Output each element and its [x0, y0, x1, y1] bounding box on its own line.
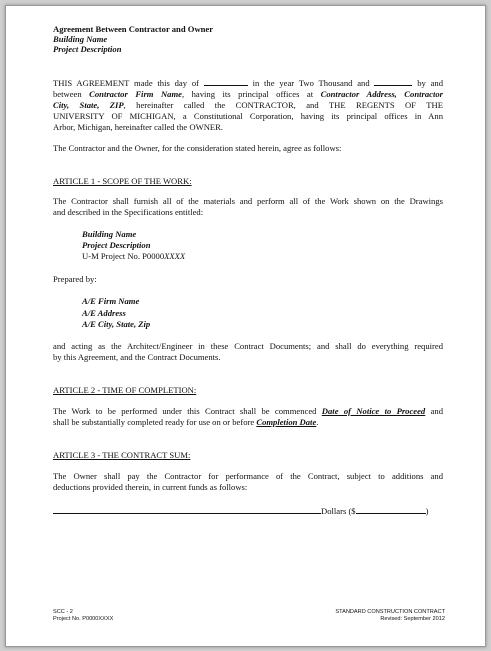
dollars-close-paren: )	[425, 506, 429, 516]
contract-sum-words-blank	[53, 504, 321, 514]
intro-line-3	[53, 100, 443, 111]
completion-date: Completion Date	[256, 417, 317, 427]
article-1-closing-line-2: by this Agreement, and the Contract Documents.	[53, 352, 221, 362]
article-2-text: shall be substantially completed ready for use on or before	[53, 417, 255, 427]
document-page	[5, 5, 486, 647]
footer-contract-title: STANDARD CONSTRUCTION CONTRACT	[335, 609, 445, 615]
article-1-closing-paragraph	[53, 341, 443, 363]
article-2-paragraph	[53, 406, 443, 428]
article-3-line-1: The Owner shall pay the Contractor for performance of the Contract, subject to additions and	[53, 471, 443, 481]
footer-project-number: Project No. P0000XXXX	[53, 616, 114, 622]
article-3-heading: ARTICLE 3 - THE CONTRACT SUM:	[53, 450, 191, 460]
year-blank	[374, 76, 412, 86]
intro-line-1	[53, 76, 443, 89]
project-number-placeholder: XXXX	[164, 251, 186, 261]
prepared-by-label: Prepared by:	[53, 274, 97, 284]
article-2-line-1	[53, 406, 443, 417]
article-2-heading: ARTICLE 2 - TIME OF COMPLETION:	[53, 385, 197, 395]
dollars-label: Dollars ($	[321, 506, 356, 516]
contract-sum-line	[53, 504, 428, 517]
contractor-address: Contractor Address, Contractor	[320, 89, 443, 99]
article-1-line-2: and described in the Specifications entitled:	[53, 207, 204, 217]
footer-page-code: SCC - 2	[53, 609, 73, 615]
contract-sum-amount-blank	[356, 504, 426, 514]
contractor-city-state-zip: City, State, ZIP	[53, 100, 124, 110]
intro-text: in the year Two Thousand and	[252, 78, 370, 88]
article-1-heading: ARTICLE 1 - SCOPE OF THE WORK:	[53, 176, 192, 186]
ae-firm-name: A/E Firm Name	[82, 296, 140, 306]
spec-building-name: Building Name	[82, 229, 137, 239]
day-blank	[204, 76, 248, 86]
ae-address: A/E Address	[82, 308, 126, 318]
intro-text: between	[53, 89, 82, 99]
intro-paragraph	[53, 76, 443, 133]
article-2-text: and	[430, 406, 443, 416]
notice-to-proceed-date: Date of Notice to Proceed	[321, 406, 426, 416]
contractor-firm-name: Contractor Firm Name	[89, 89, 182, 99]
intro-text: , having its principal offices at	[181, 89, 314, 99]
intro-line-4: UNIVERSITY OF MICHIGAN, a Constitutional Corporation, having its principal offices in Ann	[53, 111, 443, 121]
spec-project-description: Project Description	[82, 240, 151, 250]
article-2-text: .	[316, 417, 319, 427]
header-project-description: Project Description	[53, 44, 122, 54]
intro-line-5: Arbor, Michigan, hereinafter called the OWNER.	[53, 122, 224, 132]
article-3-line-2: deductions provided therein, in current funds as follows:	[53, 482, 248, 492]
article-1-line-1: The Contractor shall furnish all of the materials and perform all of the Work shown on the Drawings	[53, 196, 443, 206]
spec-project-number	[82, 251, 185, 262]
header-building-name: Building Name	[53, 34, 108, 44]
intro-text: by and	[417, 78, 444, 88]
ae-city-state-zip: A/E City, State, Zip	[82, 319, 151, 329]
article-2-line-2	[53, 417, 443, 428]
consideration-text: The Contractor and the Owner, for the consideration stated herein, agree as follows:	[53, 143, 342, 153]
intro-text: , hereinafter called the CONTRACTOR, and THE REGENTS OF THE	[123, 100, 443, 110]
article-1-closing-line-1: and acting as the Architect/Engineer in these Contract Documents; and shall do everything required	[53, 341, 443, 351]
document-title: Agreement Between Contractor and Owner	[53, 24, 214, 34]
article-1-paragraph	[53, 196, 443, 218]
footer-left	[53, 609, 113, 623]
intro-line-2	[53, 89, 443, 100]
intro-text: THIS AGREEMENT made this day of	[53, 78, 199, 88]
project-number-label: U-M Project No. P0000	[82, 251, 165, 261]
footer-revised-date: Revised: September 2012	[380, 616, 445, 622]
article-2-text: The Work to be performed under this Contract shall be commenced	[53, 406, 317, 416]
footer-right	[335, 609, 445, 623]
article-3-paragraph	[53, 471, 443, 493]
